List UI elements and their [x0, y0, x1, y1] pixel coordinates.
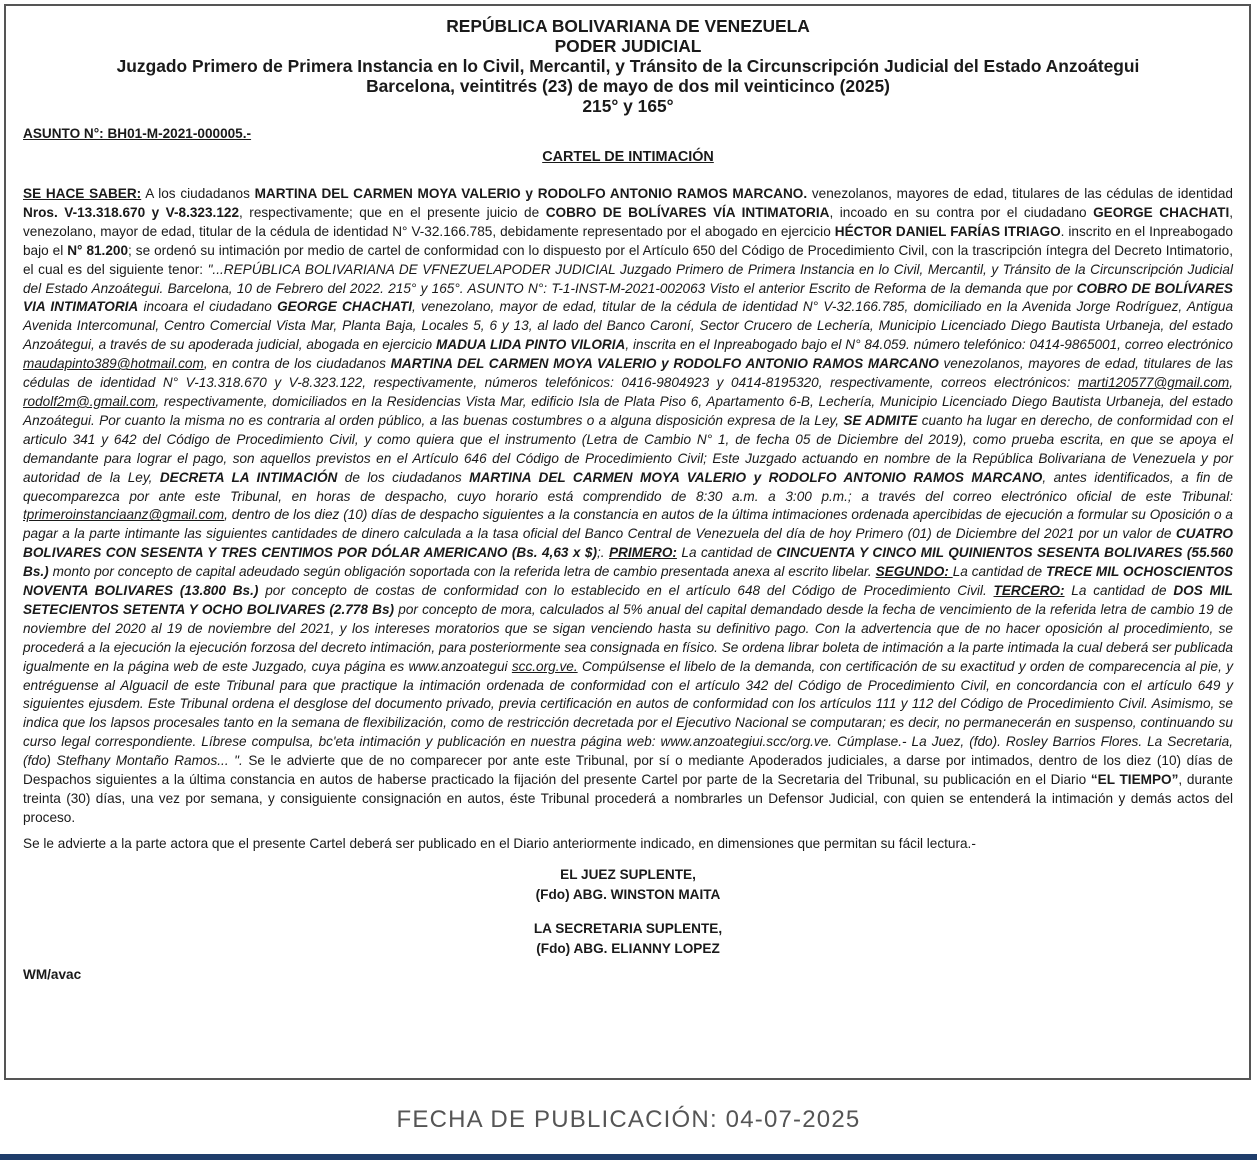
body-segment: A los ciudadanos: [141, 186, 255, 201]
body-segment: GEORGE CHACHATI: [277, 299, 412, 315]
body-segment: venezolanos, mayores de edad, titulares de las cédulas de identidad N° V-13.318.670 y V-8.323.122, respectivamente, números telefónicos: 0416-9804923 y 0414-8195320, respectivamente, correos electrónicos:: [23, 356, 1234, 391]
body-segment: tprimeroinstanciaanz@gmail.com: [23, 507, 225, 523]
body-segment: Nros. V-13.318.670 y V-8.323.122: [23, 204, 240, 220]
body-segment: , inscrita en el Inpreabogado bajo el N° 84.059. número telefónico: 0414-9865001, correo electrónico: [625, 337, 1233, 353]
body-segment: CUATRO BOLIVARES CON SESENTA Y TRES CENTIMOS POR DÓLAR AMERICANO (Bs. 4,63 x $): [23, 526, 1233, 561]
body-segment: HÉCTOR DANIEL FARÍAS ITRIAGO: [834, 223, 1061, 239]
body-segment: SEGUNDO:: [875, 564, 953, 580]
body-segment: La cantidad de: [1064, 583, 1174, 599]
judge-signature: [23, 865, 1233, 905]
secretary-name: (Fdo) ABG. ELIANNY LOPEZ: [536, 940, 720, 956]
body-segment: COBRO DE BOLÍVARES VIA INTIMATORIA: [23, 280, 1233, 315]
body-segment: , en contra de los ciudadanos: [203, 356, 391, 372]
body-segment: ; se ordenó su intimación por medio de cartel de conformidad con lo dispuesto por el Artículo 650 del Código de Procedimiento Civil, con la trascripción íntegra del Decreto Intimatorio, el cual es del siguiente tenor:: [23, 242, 1233, 277]
body-segment: monto por concepto de capital adeudado según obligación soportada con la referida letra de cambio presentada anexa al escrito libelar.: [48, 564, 876, 580]
body-segment: , respectivamente, domiciliados en la Residencias Vista Mar, edificio Isla de Plata Piso 6, Apartamento 6-B, Lechería, Municipio Licenciado Diego Bautista Urbaneja, del estado Anzoátegui. Por cuanto la misma no es contraria al orden público, a las buenas costumbres o a alguna disposición expresa de la Ley,: [23, 393, 1233, 428]
judge-name: (Fdo) ABG. WINSTON MAITA: [535, 886, 721, 902]
publication-date: FECHA DE PUBLICACIÓN: 04-07-2025: [396, 1106, 861, 1133]
body-segment: La cantidad de: [952, 564, 1046, 580]
body-segment: DECRETA LA INTIMACIÓN: [159, 469, 338, 485]
body-segment: de los ciudadanos: [337, 469, 470, 485]
header-date: Barcelona, veintitrés (23) de mayo de dos mil veinticinco (2025): [366, 76, 890, 96]
body-segment: TERCERO:: [993, 583, 1065, 599]
body-segment: N° 81.200: [67, 242, 129, 258]
bottom-rule: [0, 1154, 1257, 1160]
header-court: Juzgado Primero de Primera Instancia en lo Civil, Mercantil, y Tránsito de la Circunscripción Judicial del Estado Anzoátegui: [116, 56, 1140, 76]
body-segment: venezolanos, mayores de edad, titulares de las cédulas de identidad: [807, 186, 1233, 201]
secretary-title: LA SECRETARIA SUPLENTE,: [533, 920, 723, 936]
header-judicial-power: PODER JUDICIAL: [554, 36, 702, 56]
initials: WM/avac: [23, 966, 82, 982]
body-segment: MARTINA DEL CARMEN MOYA VALERIO y RODOLFO ANTONIO RAMOS MARCANO.: [254, 186, 808, 201]
body-segment: , dentro de los diez (10) días de despacho siguientes a la constancia en autos de la última intimaciones ordenada apercibidas de ejecución a formular su Oposición o a pagar a la parte intimante las siguientes cantidades de dinero calculada a la tasa oficial del Banco Central de Venezuela del día de hoy Primero (01) de Diciembre del 2021 por un valor de: [23, 507, 1233, 542]
body-segment: rodolf2m@.gmail.com: [23, 393, 156, 409]
body-segment: SE ADMITE: [843, 412, 918, 428]
legal-notice: [4, 4, 1251, 1080]
body-segment: maudapinto389@hotmail.com: [23, 356, 204, 372]
body-segment: por concepto de mora, calculados al 5% anual del capital demandado desde la fecha de vencimiento de la referida letra de cambio 19 de noviembre del 2020 al 19 de noviembre del 2021, y los intereses moratorios que se sigan venciendo hasta su definitivo pago. Con la advertencia que de no hacer oposición al procedimiento, se procederá a la ejecución la ejecución forzosa del decreto intimación, para posteriormente sea consignada en físico. Se ordena librar boleta de intimación a la parte intimada la cual deberá ser publicada igualmente en la página web de este Juzgado, cuya página es www.anzoategui: [23, 601, 1233, 674]
notice-body: [23, 185, 1233, 828]
body-segment: TRECE MIL OCHOSCIENTOS NOVENTA BOLIVARES (13.800 Bs.): [23, 564, 1233, 599]
body-segment: CINCUENTA Y CINCO MIL QUINIENTOS SESENTA BOLIVARES (55.560 Bs.): [23, 545, 1233, 580]
body-segment: incoara el ciudadano: [138, 299, 278, 315]
body-segment: scc.org.ve.: [511, 658, 578, 674]
body-segment: , durante treinta (30) días, una vez por semana, y consiguiente consignación en autos, éste Tribunal procederá a nombrarles un Defensor Judicial, con quien se entenderá la intimación y demás actos del proceso.: [23, 772, 1233, 825]
body-segment: DOS MIL SETECIENTOS SETENTA Y OCHO BOLIVARES (2.778 Bs): [23, 583, 1233, 617]
secretary-signature: [23, 919, 1233, 959]
body-segment: MARTINA DEL CARMEN MOYA VALERIO y RODOLFO ANTONIO RAMOS MARCANO: [469, 469, 1043, 485]
body-segment: Compúlsense el libelo de la demanda, con certificación de su exactitud y orden de comparecencia al pie, y entréguense al Alguacil de este Tribunal para que practique la intimación ordenada de conformidad con el artículo 342 del Código de Procedimiento Civil, en concordancia con el artículo 649 y siguientes ejusdem. Este Tribunal ordena el desglose del documento privado, previa certificación en autos de conformidad con los artículos 111 y 112 del Código de Procedimiento Civil. Asimismo, se indica que los lapsos procesales tanto en la semana de flexibilización, como de restricción decretada por el Ejecutivo Nacional se computaran; es decir, no permanecerán en suspenso, continuando su curso legal correspondiente. Líbrese compulsa, bc'eta intimación y publicación en nuestra página web: www.anzoategiui.scc/org.ve. Cúmplase.- La Juez, (fdo). Rosley Barrios Flores. La Secretaria, (fdo) Stefhany Montaño Ramos... ".: [23, 658, 1233, 769]
body-segment: . inscrito en el Inpreabogado bajo el: [23, 223, 1233, 258]
body-segment: , antes identificados, a fin de quecomparezca por ante este Tribunal, en horas de despacho, cuyo horario está comprendido de 8:30 a.m. a 3:00 p.m.; a través del correo electrónico oficial de este Tribunal:: [23, 469, 1233, 504]
header-years: 215° y 165°: [582, 96, 674, 116]
header-republic: REPÚBLICA BOLIVARIANA DE VENEZUELA: [446, 16, 810, 36]
body-segment: , incoado en su contra por el ciudadano: [829, 204, 1094, 220]
body-segment: , venezolano, mayor de edad, titular de la cédula de identidad N° V-32.166.785, debidamente representado por el abogado en ejercicio: [23, 204, 1234, 239]
body-segment: por concepto de costas de conformidad con lo establecido en el artículo 648 del Código de Procedimiento Civil.: [258, 583, 994, 599]
judge-title: EL JUEZ SUPLENTE,: [560, 866, 696, 882]
body-segment: COBRO DE BOLÍVARES VÍA INTIMATORIA: [545, 204, 830, 220]
body-segment: , venezolano, mayor de edad, titular de la cédula de identidad N° V-32.166.785, domiciliado en la Avenida Jorge Rodríguez, Antigua Avenida Intercomunal, Centro Comercial Vista Mar, Planta Baja, Locales 5, 6 y 13, al lado del Banco Caroní, Sector Crucero de Lechería, Municipio Licenciado Diego Bautista Urbaneja, del estado Anzoátegui, a través de su apoderada judicial, abogada en ejercicio: [23, 299, 1234, 353]
body-segment: "...REPÚBLICA BOLIVARIANA DE VFNEZUELAPODER JUDICIAL Juzgado Primero de Primera Instancia en lo Civil, Mercantil, y Tránsito de la Circunscripción Judicial del Estado Anzoátegui. Barcelona, 10 de Febrero del 2022. 215° y 165°. ASUNTO N°: T-1-INST-M-2021-002063 Visto el anterior Escrito de Reforma de la demanda que por: [23, 261, 1233, 296]
body-segment: PRIMERO:: [608, 545, 677, 561]
body-segment: cuanto ha lugar en derecho, de conformidad con el articulo 341 y 642 del Código de Procedimiento Civil, y como quiera que el instrumento (Letra de Cambio N° 1, de fecha 05 de Diciembre del 2019), como prueba escrita, en que se apoya el demandante para lograr el pago, son aquellos previstos en el Artículo 646 del Código de Procedimiento Civil; Este Juzgado actuando en nombre de la República Bolivariana de Venezuela y por autoridad de la Ley,: [23, 412, 1234, 485]
body-segment: Se le advierte que de no comparecer por ante este Tribunal, por sí o mediante Apoderados judiciales, a darse por intimados, dentro de los diez (10) días de Despachos siguientes a la última constancia en autos de haberse practicado la fijación del presente Cartel por parte de la Secretaria del Tribunal, su publicación en el Diario: [23, 753, 1233, 788]
body-segment: ,: [1229, 375, 1233, 391]
body-segment: “EL TIEMPO”: [1090, 772, 1179, 788]
body-segment: MARTINA DEL CARMEN MOYA VALERIO y RODOLFO ANTONIO RAMOS MARCANO: [390, 356, 939, 372]
body-segment: ;.: [596, 545, 609, 561]
body-segment: marti120577@gmail.com: [1077, 375, 1230, 391]
notice-title: CARTEL DE INTIMACIÓN: [542, 149, 714, 165]
body-segment: La cantidad de: [676, 545, 777, 561]
body-segment: SE HACE SABER:: [23, 186, 142, 201]
body-segment: MADUA LIDA PINTO VILORIA: [435, 337, 626, 353]
final-paragraph: Se le advierte a la parte actora que el presente Cartel deberá ser publicado en el Diario anteriormente indicado, en dimensiones que permitan su fácil lectura.-: [23, 835, 976, 851]
body-segment: GEORGE CHACHATI: [1093, 204, 1230, 220]
case-number: ASUNTO N°: BH01-M-2021-000005.-: [23, 126, 252, 141]
body-segment: , respectivamente; que en el presente juicio de: [239, 204, 546, 220]
